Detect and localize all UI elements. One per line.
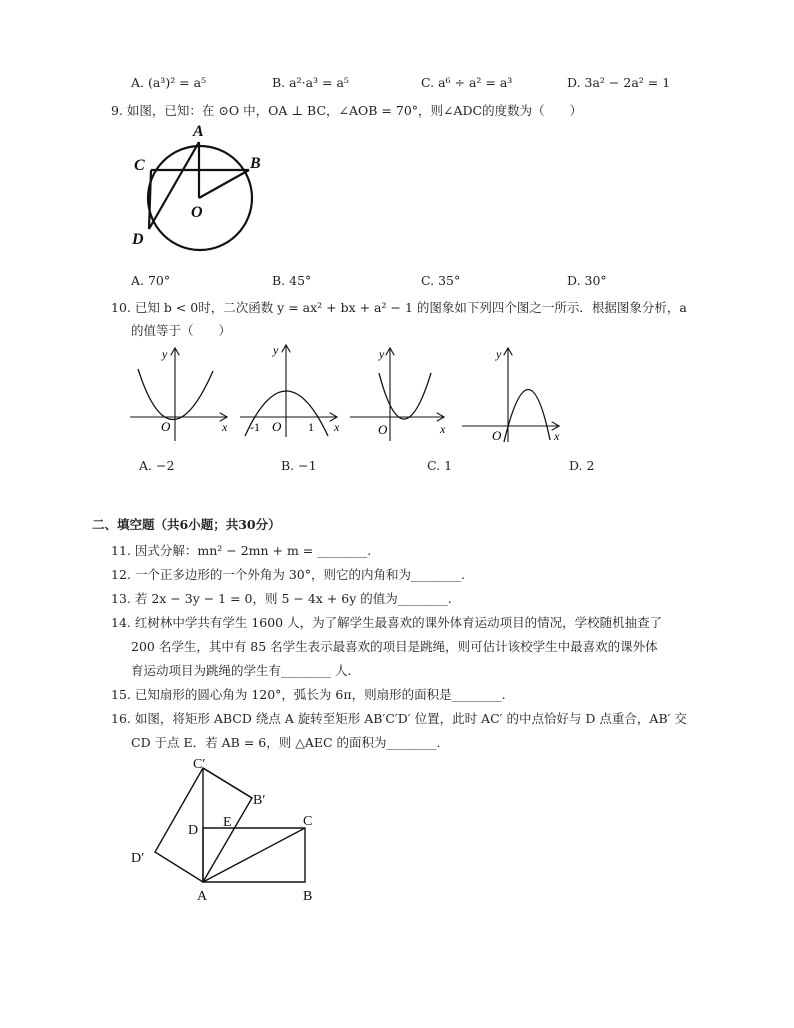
label-y: y	[162, 347, 168, 361]
q16-rectangle-figure	[125, 752, 330, 908]
q10-stem-line2: 的值等于（ ）	[131, 323, 232, 338]
label-origin: O	[378, 422, 388, 437]
label-x: x	[554, 429, 560, 443]
label-b: B	[303, 889, 313, 904]
q10-option-b: B. −1	[281, 458, 317, 473]
q9-option-a: A. 70°	[131, 273, 171, 288]
parabola-curve	[504, 389, 550, 442]
q10-graph-d	[462, 344, 570, 444]
label-origin: O	[161, 419, 171, 434]
q16-line1: 16. 如图，将矩形 ABCD 绕点 A 旋转至矩形 AB′C′D′ 位置，此时 AC′ 的中点恰好与 D 点重合，AB′ 交	[111, 711, 687, 726]
q8-option-d: D. 3a² − 2a² = 1	[567, 75, 671, 90]
label-x: x	[334, 420, 340, 434]
q13-text: 13. 若 2x − 3y − 1 = 0，则 5 − 4x + 6y 的值为________.	[111, 591, 452, 606]
section-heading: 二、填空题（共6小题；共30分）	[92, 517, 281, 532]
label-x: x	[222, 420, 228, 434]
label-one: 1	[308, 420, 314, 434]
segment-c-prime-b-prime	[203, 768, 252, 798]
label-e: E	[223, 815, 232, 830]
q9-option-d: D. 30°	[567, 273, 607, 288]
label-b: B	[250, 155, 261, 172]
label-d: D	[132, 231, 144, 248]
q9-circle-figure	[125, 118, 275, 253]
parabola-curve	[379, 373, 431, 419]
q14-line1: 14. 红树林中学共有学生 1600 人，为了解学生最喜欢的课外体育运动项目的情况，学校随机抽查了	[111, 615, 663, 630]
q10-graph-c	[350, 343, 455, 443]
q9-option-c: C. 35°	[421, 273, 461, 288]
q8-option-c: C. a⁶ ÷ a² = a³	[421, 75, 513, 90]
q14-line2: 200 名学生，其中有 85 名学生表示最喜欢的项目是跳绳，则可估计该校学生中最喜欢的课外体	[131, 639, 658, 654]
segment-ob	[199, 170, 249, 198]
label-origin: O	[492, 428, 502, 443]
label-x: x	[440, 422, 446, 436]
label-a: A	[197, 889, 208, 904]
q8-option-a: A. (a³)² = a⁵	[131, 75, 207, 90]
label-neg-one: -1	[250, 420, 260, 434]
q10-graph-b	[240, 340, 348, 440]
q10-option-d: D. 2	[569, 458, 595, 473]
label-y: y	[496, 347, 502, 361]
q10-option-c: C. 1	[427, 458, 453, 473]
q9-option-b: B. 45°	[272, 273, 312, 288]
q10-option-a: A. −2	[139, 458, 175, 473]
chord-cd	[149, 170, 151, 229]
q10-stem-line1: 10. 已知 b < 0时，二次函数 y = ax² + bx + a² − 1 的图象如下列四个图之一所示．根据图象分析，a	[111, 300, 687, 315]
label-c: C	[303, 814, 313, 829]
label-b-prime: B′	[253, 793, 266, 808]
q15-text: 15. 已知扇形的圆心角为 120°，弧长为 6π，则扇形的面积是________.	[111, 687, 506, 702]
label-c: C	[134, 157, 145, 174]
q9-stem: 9. 如图，已知：在 ⊙O 中，OA ⊥ BC，∠AOB = 70°，则∠ADC的度数为（ ）	[111, 103, 583, 118]
q12-text: 12. 一个正多边形的一个外角为 30°，则它的内角和为________.	[111, 567, 465, 582]
label-y: y	[273, 343, 279, 357]
label-d-prime: D′	[131, 851, 145, 866]
label-origin: O	[272, 419, 282, 434]
label-a: A	[193, 123, 204, 140]
label-d: D	[188, 823, 199, 838]
q14-line3: 育运动项目为跳绳的学生有________ 人.	[131, 663, 352, 678]
q8-option-b: B. a²·a³ = a⁵	[272, 75, 349, 90]
q10-graph-a	[128, 343, 240, 443]
q11-text: 11. 因式分解：mn² − 2mn + m = ________.	[111, 543, 372, 558]
label-c-prime: C′	[193, 757, 206, 772]
label-o: O	[191, 204, 203, 221]
label-y: y	[379, 347, 385, 361]
q16-line2: CD 于点 E．若 AB = 6，则 △AEC 的面积为________.	[131, 735, 441, 750]
